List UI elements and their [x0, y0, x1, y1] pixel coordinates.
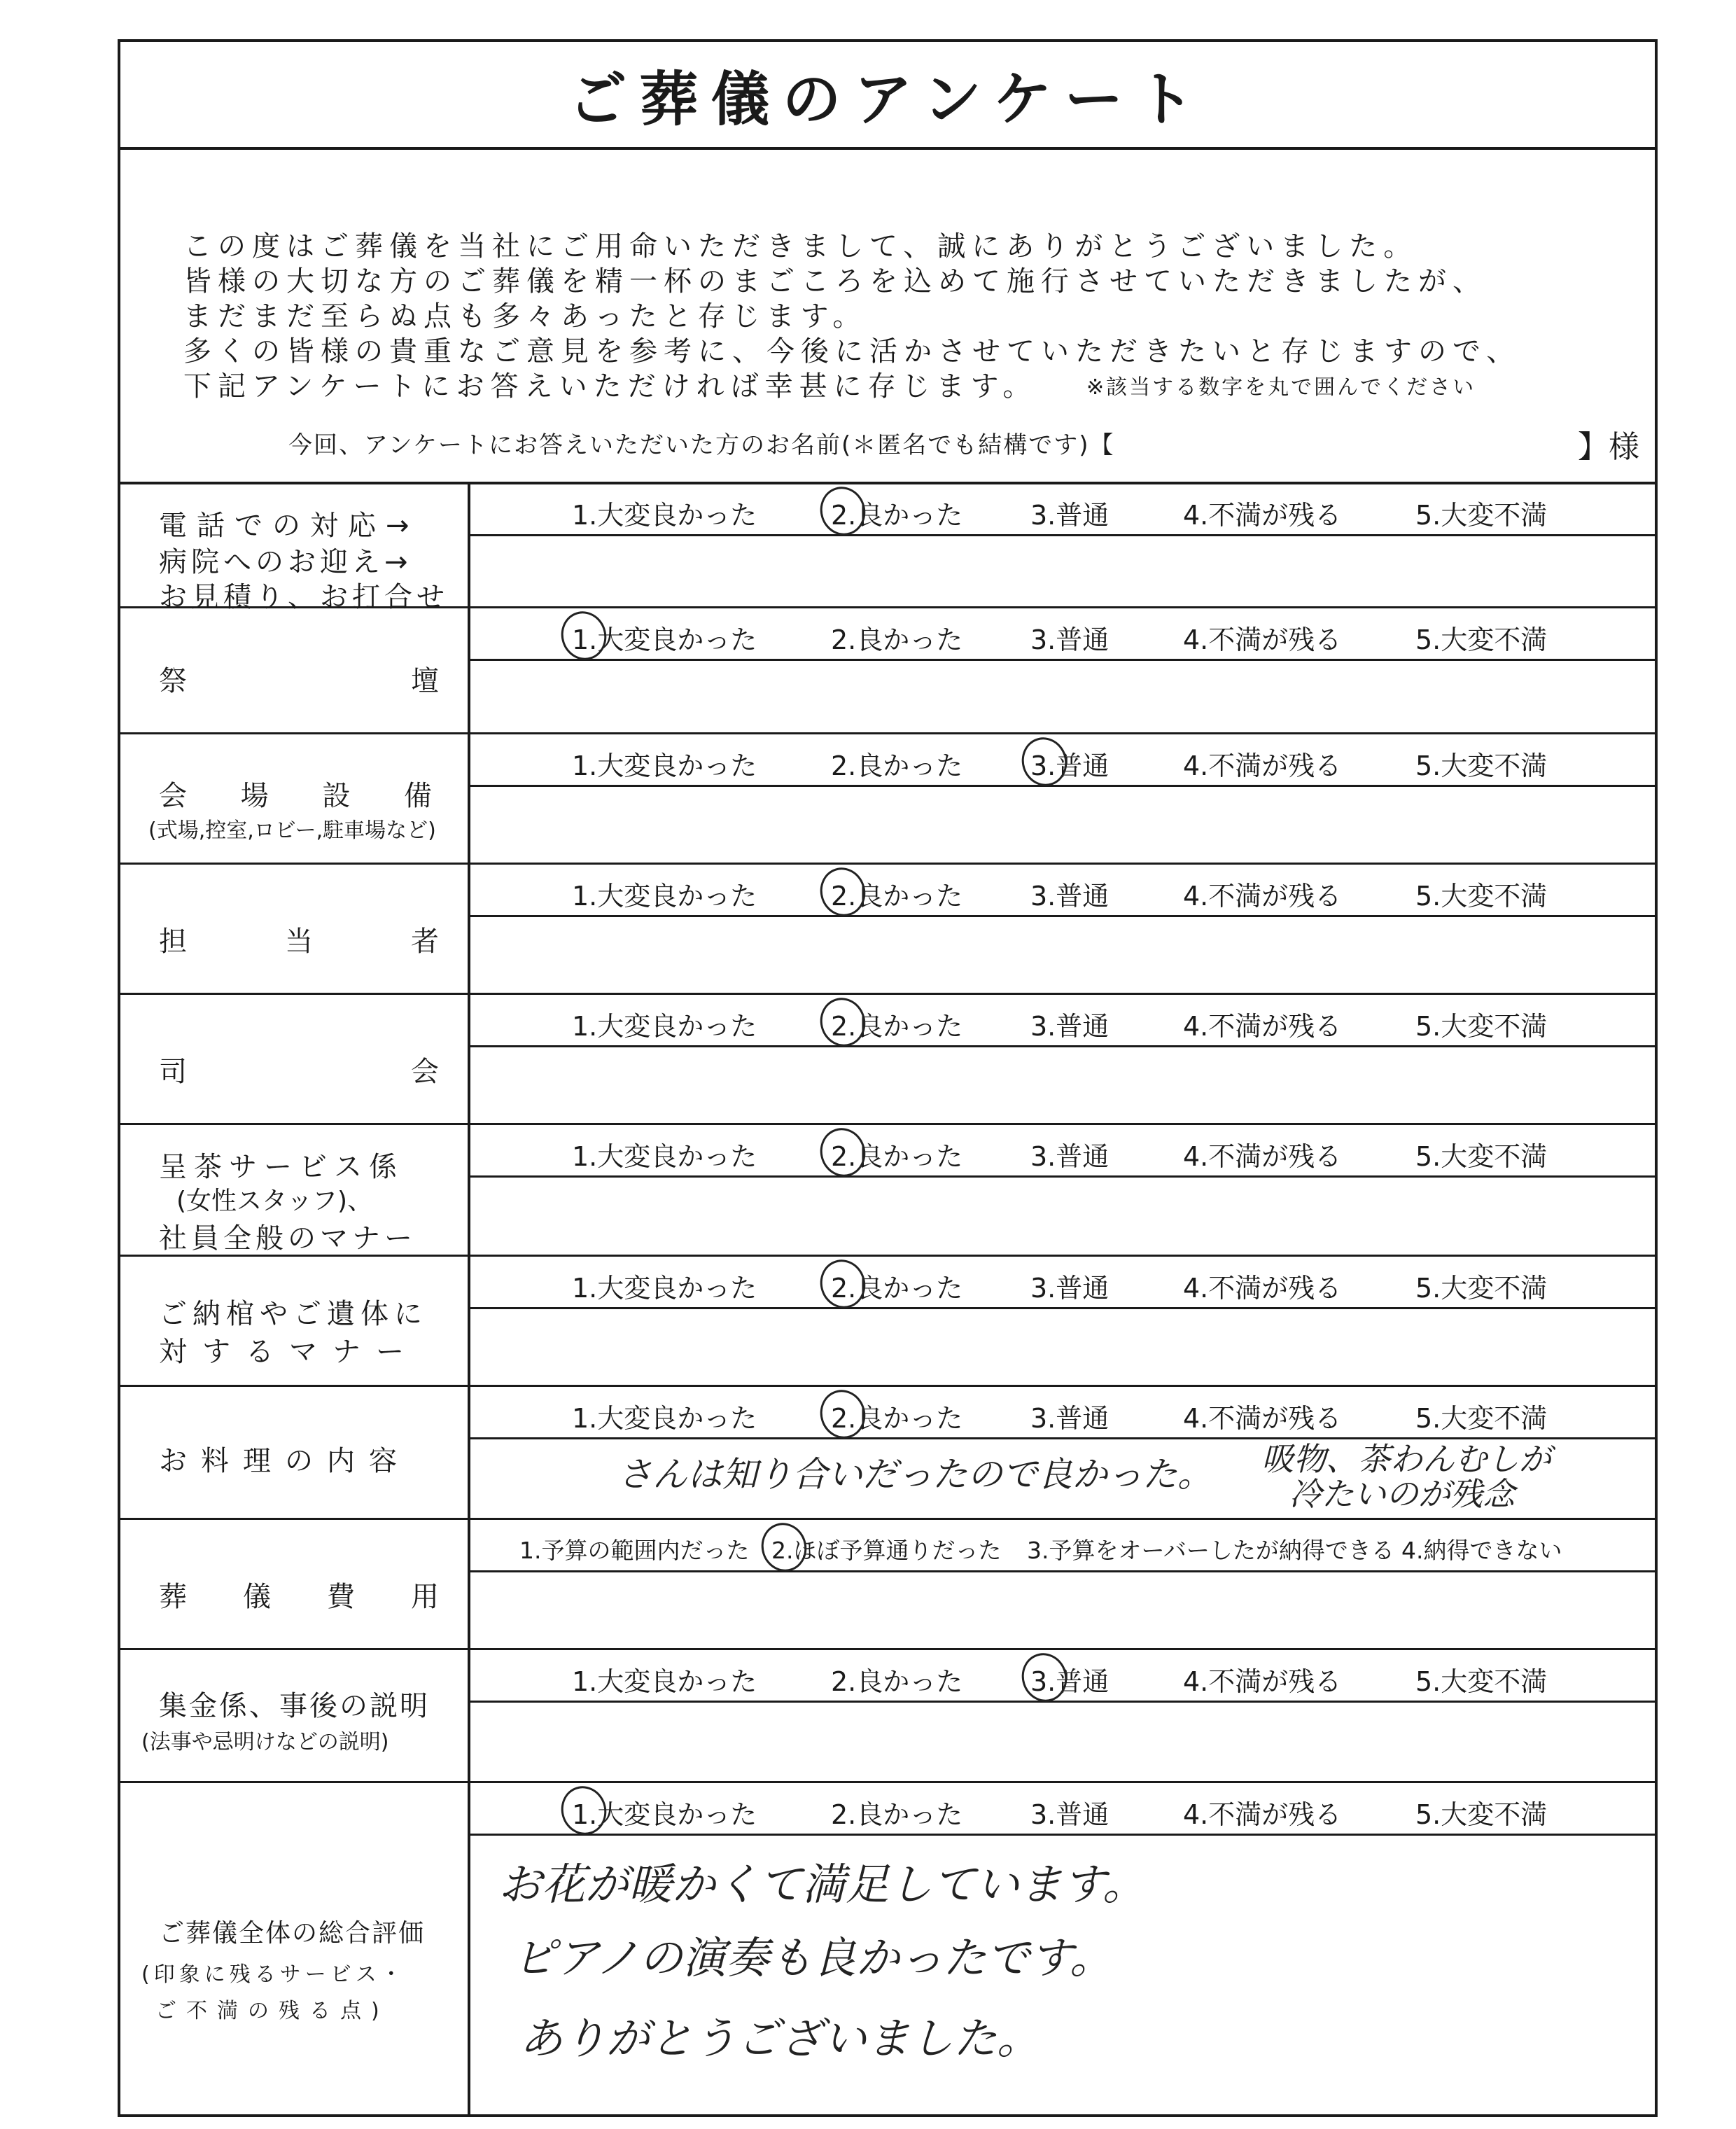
label-char: 担 [159, 926, 187, 958]
selection-circle [555, 606, 612, 666]
rating-option-4[interactable]: 4.不満が残る [1183, 1666, 1342, 1697]
question-row-payment [120, 1648, 1655, 1781]
question-label [120, 484, 470, 613]
handwritten-comment: ありがとうございました。 [519, 2013, 1041, 2064]
label-line: 電話での対応→ [159, 510, 419, 542]
question-row-altar [120, 606, 1655, 732]
rating-option-3[interactable]: 3.普通 [1030, 1011, 1110, 1042]
rating-option-1[interactable]: 1.大変良かった [572, 500, 757, 531]
rating-options [470, 1783, 1655, 1836]
intro-line: 多くの皆様の貴重なご意見を参考に、今後に活かさせていただきたいと存じますので、 [183, 335, 1521, 368]
comment-area[interactable] [470, 1439, 1655, 1518]
rating-option-5[interactable]: 5.大変不満 [1415, 1403, 1548, 1434]
rating-option-2[interactable]: 2.良かった [831, 881, 963, 912]
comment-area[interactable] [470, 787, 1655, 863]
rating-option-3[interactable]: 3.普通 [1030, 500, 1110, 531]
rating-option-3[interactable]: 3.普通 [1030, 1799, 1110, 1830]
question-label [120, 1650, 470, 1781]
question-label [120, 1520, 470, 1648]
rating-option-2[interactable]: 2.良かった [831, 1403, 963, 1434]
rating-option-3[interactable]: 3.普通 [1030, 881, 1110, 912]
label-subtext: (法事や忌明けなどの説明) [141, 1730, 389, 1754]
rating-option-5[interactable]: 5.大変不満 [1415, 624, 1548, 655]
selection-circle [814, 1122, 872, 1182]
intro-line: この度はご葬儀を当社にご用命いただきまして、誠にありがとうございました。 [183, 230, 1418, 263]
rating-option-5[interactable]: 5.大変不満 [1415, 751, 1548, 781]
label-line: (印象に残るサービス・ [141, 1962, 406, 1987]
comment-area[interactable] [470, 1309, 1655, 1385]
rating-options [470, 865, 1655, 917]
question-row-food [120, 1385, 1655, 1518]
rating-option-3[interactable]: 3.普通 [1030, 1403, 1110, 1434]
intro-line: 皆様の大切な方のご葬儀を精一杯のまごころを込めて施行させていただきましたが、 [183, 265, 1487, 298]
rating-option-5[interactable]: 5.大変不満 [1415, 500, 1548, 531]
label-char: 会 [411, 1056, 439, 1088]
cost-options [470, 1520, 1655, 1572]
cost-option-2[interactable]: 2.ほぼ予算通りだった [771, 1537, 1002, 1564]
comment-area[interactable] [470, 1178, 1655, 1255]
respondent-name-field[interactable] [288, 421, 1639, 463]
rating-options [470, 995, 1655, 1047]
rating-option-2[interactable]: 2.良かった [831, 500, 963, 531]
rating-option-2[interactable]: 2.良かった [831, 624, 963, 655]
label-line [159, 774, 432, 814]
handwritten-comment: 冷たいのが残念 [1289, 1475, 1515, 1513]
label-line [159, 1049, 439, 1089]
label-char: 場 [240, 780, 269, 812]
question-label [120, 1783, 470, 2117]
question-row-encoffining [120, 1255, 1655, 1385]
label-line: ご納棺やご遺体に [159, 1298, 428, 1330]
label-char: 会 [159, 780, 187, 812]
label-char: 設 [322, 780, 351, 812]
rating-options [470, 608, 1655, 661]
selection-circle [814, 992, 872, 1052]
question-label [120, 865, 470, 993]
comment-area[interactable] [470, 661, 1655, 732]
rating-option-2[interactable]: 2.良かった [831, 1799, 963, 1830]
question-label [120, 608, 470, 732]
label-subtext: (式場,控室,ロビー,駐車場など) [148, 818, 436, 843]
rating-option-3[interactable]: 3.普通 [1030, 1666, 1110, 1697]
comment-area[interactable] [470, 1703, 1655, 1781]
question-row-overall [120, 1781, 1655, 2117]
selection-circle [1016, 732, 1073, 792]
instruction-note: ※該当する数字を丸で囲んでください [1086, 375, 1476, 400]
rating-option-3[interactable]: 3.普通 [1030, 751, 1110, 781]
label-line [159, 1575, 439, 1614]
comment-area[interactable] [470, 1836, 1655, 2117]
rating-option-4[interactable]: 4.不満が残る [1183, 624, 1342, 655]
label-char: 祭 [159, 665, 187, 697]
question-label [120, 1257, 470, 1385]
question-row-staff [120, 863, 1655, 993]
question-label [120, 1125, 470, 1255]
rating-option-3[interactable]: 3.普通 [1030, 1273, 1110, 1304]
label-line: 社員全般のマナー [159, 1222, 416, 1255]
label-line: 病院へのお迎え→ [159, 546, 412, 578]
survey-form [118, 39, 1658, 2117]
label-char: 備 [403, 780, 432, 812]
rating-option-1[interactable]: 1.大変良かった [572, 881, 757, 912]
rating-option-5[interactable]: 5.大変不満 [1415, 881, 1548, 912]
rating-option-4[interactable]: 4.不満が残る [1183, 1799, 1342, 1830]
rating-option-2[interactable]: 2.良かった [831, 1141, 963, 1172]
rating-option-5[interactable]: 5.大変不満 [1415, 1799, 1548, 1830]
rating-option-1[interactable]: 1.大変良かった [572, 751, 757, 781]
rating-option-5[interactable]: 5.大変不満 [1415, 1273, 1548, 1304]
label-char: 費 [327, 1581, 355, 1613]
label-char: 用 [411, 1581, 439, 1613]
rating-options [470, 1125, 1655, 1178]
rating-options [470, 484, 1655, 536]
comment-area[interactable] [470, 1572, 1655, 1648]
handwritten-comment: お花が暖かくて満足しています。 [498, 1859, 1147, 1910]
rating-option-4[interactable]: 4.不満が残る [1183, 1011, 1342, 1042]
rating-option-5[interactable]: 5.大変不満 [1415, 1141, 1548, 1172]
cost-option-3[interactable]: 3.予算をオーバーしたが納得できる [1027, 1537, 1394, 1564]
intro-section [120, 147, 1655, 484]
rating-option-1[interactable]: 1.大変良かった [572, 624, 757, 655]
handwritten-comment: ピアノの演奏も良かったです。 [512, 1932, 1114, 1983]
label-line: お見積り、お打合せ [159, 581, 449, 613]
handwritten-comment: さんは知り合いだったので良かった。 [617, 1454, 1212, 1495]
rating-option-2[interactable]: 2.良かった [831, 1666, 963, 1697]
selection-circle [814, 481, 872, 541]
rating-option-4[interactable]: 4.不満が残る [1183, 751, 1342, 781]
handwritten-comment: 吸物、茶わんむしが [1261, 1440, 1551, 1478]
selection-circle [814, 1254, 872, 1314]
cost-option-1[interactable]: 1.予算の範囲内だった [519, 1537, 750, 1564]
question-row-venue [120, 732, 1655, 863]
cost-option-4[interactable]: 4.納得できない [1401, 1537, 1562, 1564]
rating-option-1[interactable]: 1.大変良かった [572, 1141, 757, 1172]
selection-circle [1016, 1647, 1073, 1708]
selection-circle [814, 1384, 872, 1444]
rating-options [470, 734, 1655, 787]
comment-area[interactable] [470, 917, 1655, 993]
question-row-tea-service [120, 1123, 1655, 1255]
label-line: 呈茶サービス係 [159, 1151, 404, 1183]
name-suffix: 】様 [1578, 429, 1639, 465]
label-char: 壇 [411, 665, 439, 697]
selection-circle [814, 862, 872, 922]
rating-option-1[interactable]: 1.大変良かった [572, 1666, 757, 1697]
rating-option-3[interactable]: 3.普通 [1030, 624, 1110, 655]
rating-option-4[interactable]: 4.不満が残る [1183, 881, 1342, 912]
rating-option-1[interactable]: 1.大変良かった [572, 1273, 757, 1304]
question-label [120, 1387, 470, 1518]
question-label [120, 995, 470, 1123]
rating-option-1[interactable]: 1.大変良かった [572, 1011, 757, 1042]
form-title: ご葬儀のアンケート [120, 42, 1655, 150]
intro-line: 下記アンケートにお答えいただければ幸甚に存じます。 [183, 370, 1037, 403]
rating-option-1[interactable]: 1.大変良かった [572, 1799, 757, 1830]
comment-area[interactable] [470, 536, 1655, 606]
label-line: ご葬儀全体の総合評価 [159, 1919, 426, 1948]
selection-circle [555, 1780, 612, 1841]
label-char: 葬 [159, 1581, 187, 1613]
label-line: ご不満の残る点) [155, 1999, 389, 2023]
label-line: 集金係、事後の説明 [159, 1690, 430, 1722]
intro-line: まだまだ至らぬ点も多々あったと存じます。 [183, 300, 867, 333]
rating-option-4[interactable]: 4.不満が残る [1183, 1273, 1342, 1304]
selection-circle [755, 1517, 813, 1577]
rating-option-3[interactable]: 3.普通 [1030, 1141, 1110, 1172]
rating-option-2[interactable]: 2.良かった [831, 751, 963, 781]
question-row-cost [120, 1518, 1655, 1648]
label-line [159, 919, 439, 959]
comment-area[interactable] [470, 1047, 1655, 1123]
question-label [120, 734, 470, 863]
label-char: 儀 [243, 1581, 271, 1613]
label-char: 者 [411, 926, 439, 958]
rating-options [470, 1650, 1655, 1703]
rating-options [470, 1257, 1655, 1309]
question-row-phone [120, 482, 1655, 613]
rating-option-4[interactable]: 4.不満が残る [1183, 1141, 1342, 1172]
label-line: (女性スタッフ)、 [176, 1187, 373, 1215]
rating-option-2[interactable]: 2.良かった [831, 1273, 963, 1304]
rating-options [470, 1387, 1655, 1439]
label-line: 対するマナー [159, 1336, 419, 1368]
rating-option-5[interactable]: 5.大変不満 [1415, 1666, 1548, 1697]
label-char: 当 [285, 926, 313, 958]
label-char: 司 [159, 1056, 187, 1088]
rating-option-2[interactable]: 2.良かった [831, 1011, 963, 1042]
name-label: 今回、アンケートにお答えいただいた方のお名前(＊匿名でも結構です)【 [288, 431, 1115, 459]
rating-option-4[interactable]: 4.不満が残る [1183, 1403, 1342, 1434]
rating-option-4[interactable]: 4.不満が残る [1183, 500, 1342, 531]
label-line: お料理の内容 [159, 1445, 411, 1477]
rating-option-5[interactable]: 5.大変不満 [1415, 1011, 1548, 1042]
rating-option-1[interactable]: 1.大変良かった [572, 1403, 757, 1434]
label-line [159, 659, 439, 699]
question-row-mc [120, 993, 1655, 1123]
